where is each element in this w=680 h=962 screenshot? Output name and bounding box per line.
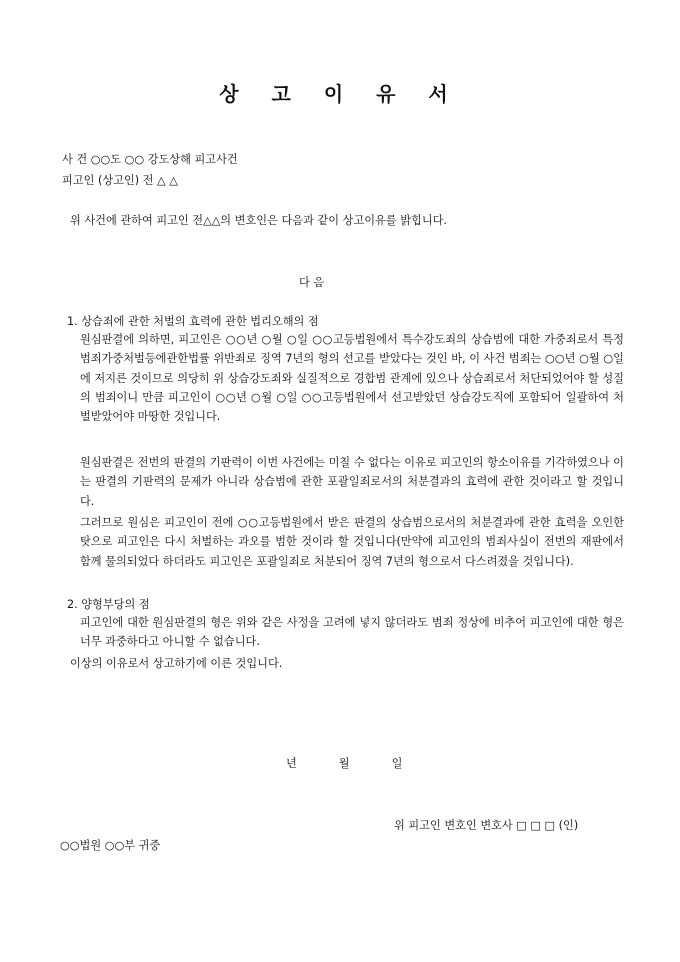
conclusion-sentence: 이상의 이유로서 상고하기에 이른 것입니다.	[70, 657, 283, 670]
court-line: ○○법원 ○○부 귀중	[60, 839, 161, 852]
document-title: 상 고 이 유 서	[219, 82, 461, 106]
section2-paragraph-1: 피고인에 대한 원심판결의 형은 위와 같은 사정을 고려에 넣지 않더라도 범죄 정상에 비추어 피고인에 대한 형은 너무 과중하다고 아니할 수 없습니다.	[80, 616, 624, 649]
date-line: 년월일	[286, 757, 445, 770]
heading-next: 다 음	[299, 276, 325, 289]
section1-heading: 1. 상습죄에 관한 처벌의 효력에 관한 법리오해의 점	[67, 315, 319, 328]
section2-heading: 2. 양형부당의 점	[67, 598, 150, 611]
intro-sentence: 위 사건에 관하여 피고인 전△△의 변호인은 다음과 같이 상고이유를 밝힙니다.	[70, 214, 447, 227]
defendant-line: 피고인 (상고인) 전 △ △	[62, 174, 178, 187]
case-line: 사 건 ○○도 ○○ 강도상해 피고사건	[62, 153, 238, 166]
signature-line: 위 피고인 변호인 변호사 □ □ □ (인)	[394, 819, 579, 832]
section1-paragraph-3: 그러므로 원심은 피고인이 전에 ○○고등법원에서 받은 판결의 상습범으로서의 처분결과에 관한 효력을 오인한 탓으로 피고인은 다시 처벌하는 과오를 범한 것이라 할 것입니다(만약에 피고인의 범죄사실이 전번의 재판에서 함께 물의되었다 하더라도 피고인은 포괄일죄로 처분되어 징역 7년의 형으로서 다스려졌을 것입니다).	[80, 516, 624, 568]
section1-paragraph-1: 원심판결에 의하면, 피고인은 ○○년 ○월 ○일 ○○고등법원에서 특수강도죄의 상습범에 대한 가중죄로서 특정범죄가중처벌등에관한법률 위반죄로 징역 7년의 형의 선고를 받았다는 것인 바, 이 사건 범죄는 ○○년 ○월 ○일에 저지른 것이므로 의당히 위 상습강도죄와 실질적으로 경합범 관계에 있으나 상습죄로서 처단되었어야 할 성질의 범죄이니 만큼 피고인이 ○○년 ○월 ○일 ○○고등법원에서 선고받았던 상습강도직에 포함되어 일괄하여 처벌받았어야 마땅한 것입니다.	[80, 333, 624, 424]
section1-paragraph-2: 원심판결은 전번의 판결의 기판력이 이번 사건에는 미칠 수 없다는 이유로 피고인의 항소이유를 기각하였으나 이는 판결의 기판력의 문제가 아니라 상습범에 관한 포괄일죄로서의 처분결과의 효력에 관한 것이라고 할 것입니다.	[80, 456, 624, 508]
